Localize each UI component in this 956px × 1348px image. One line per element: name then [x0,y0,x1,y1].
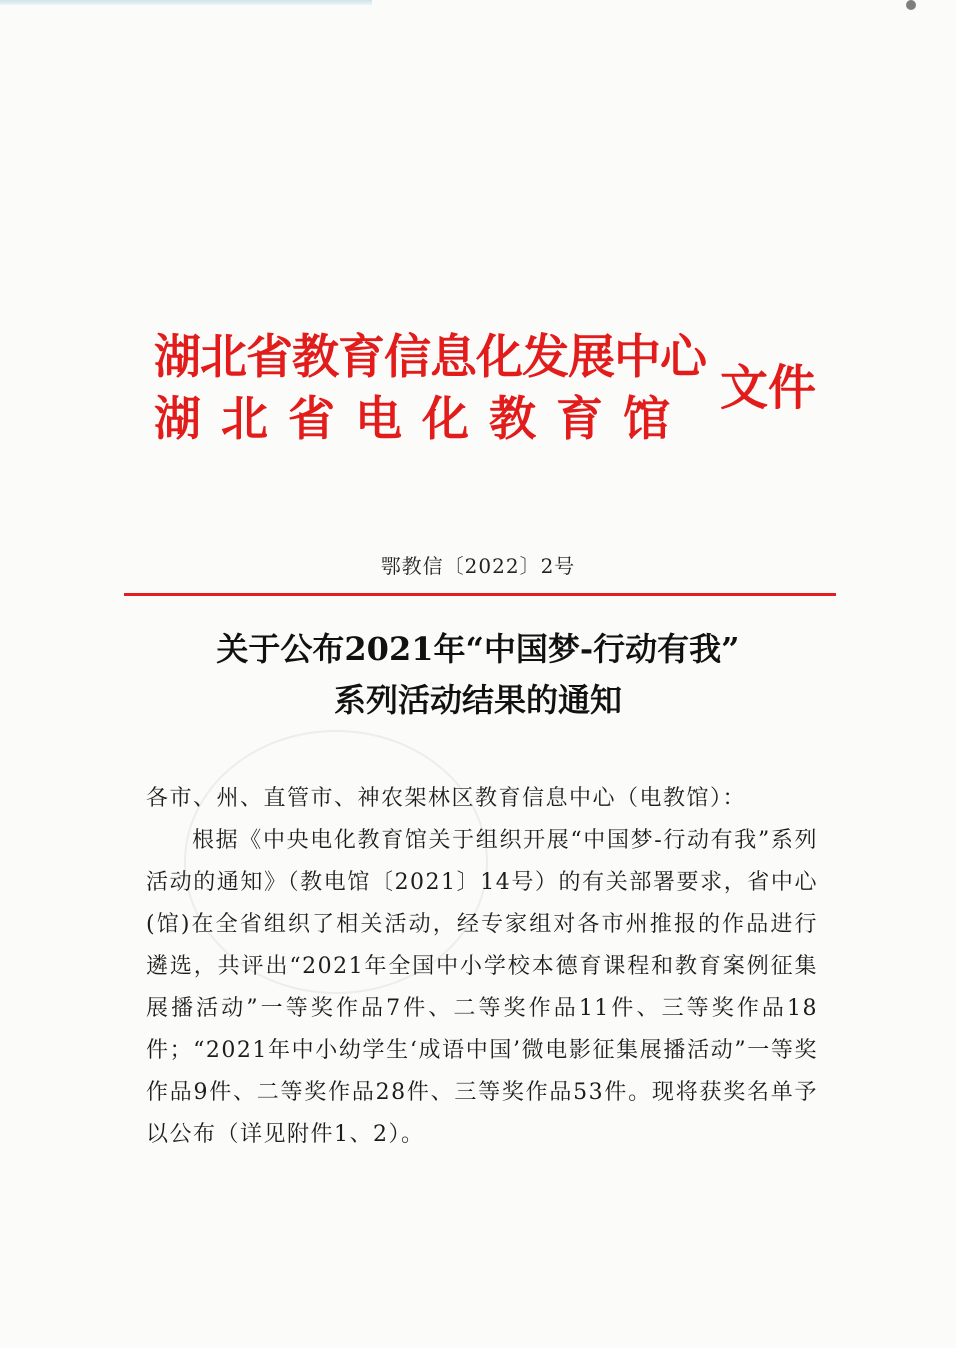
document-header [154,324,834,454]
issuing-org-2: 湖北省电化教育馆 [154,392,690,447]
scan-mark [906,0,916,10]
scan-edge-strip [0,0,372,5]
body-paragraph: 根据《中央电化教育馆关于组织开展“中国梦-行动有我”系列活动的通知》（教电馆〔2021〕14号）的有关部署要求，省中心(馆)在全省组织了相关活动，经专家组对各市州推报的作品进行遴选，共评出“2021年全国中小学校本德育课程和教育案例征集展播活动”一等奖作品7件、二等奖作品11件、三等奖作品18件；“2021年中小幼学生‘成语中国’微电影征集展播活动”一等奖作品9件、二等奖作品28件、三等奖作品53件。现将获奖名单予以公布（详见附件1、2）。 [146,828,818,1147]
document-number: 鄂教信〔2022〕2号 [380,554,576,578]
doc-type-label: 文件 [720,360,817,416]
document-body [146,778,818,1156]
issuing-org-1: 湖北省教育信息化发展中心 [154,330,706,385]
document-title-line-2: 系列活动结果的通知 [333,681,622,719]
red-divider [124,593,836,596]
document-title-line-1: 关于公布2021年“中国梦-行动有我” [216,630,740,668]
salutation: 各市、州、直管市、神农架林区教育信息中心（电教馆）： [146,786,747,811]
